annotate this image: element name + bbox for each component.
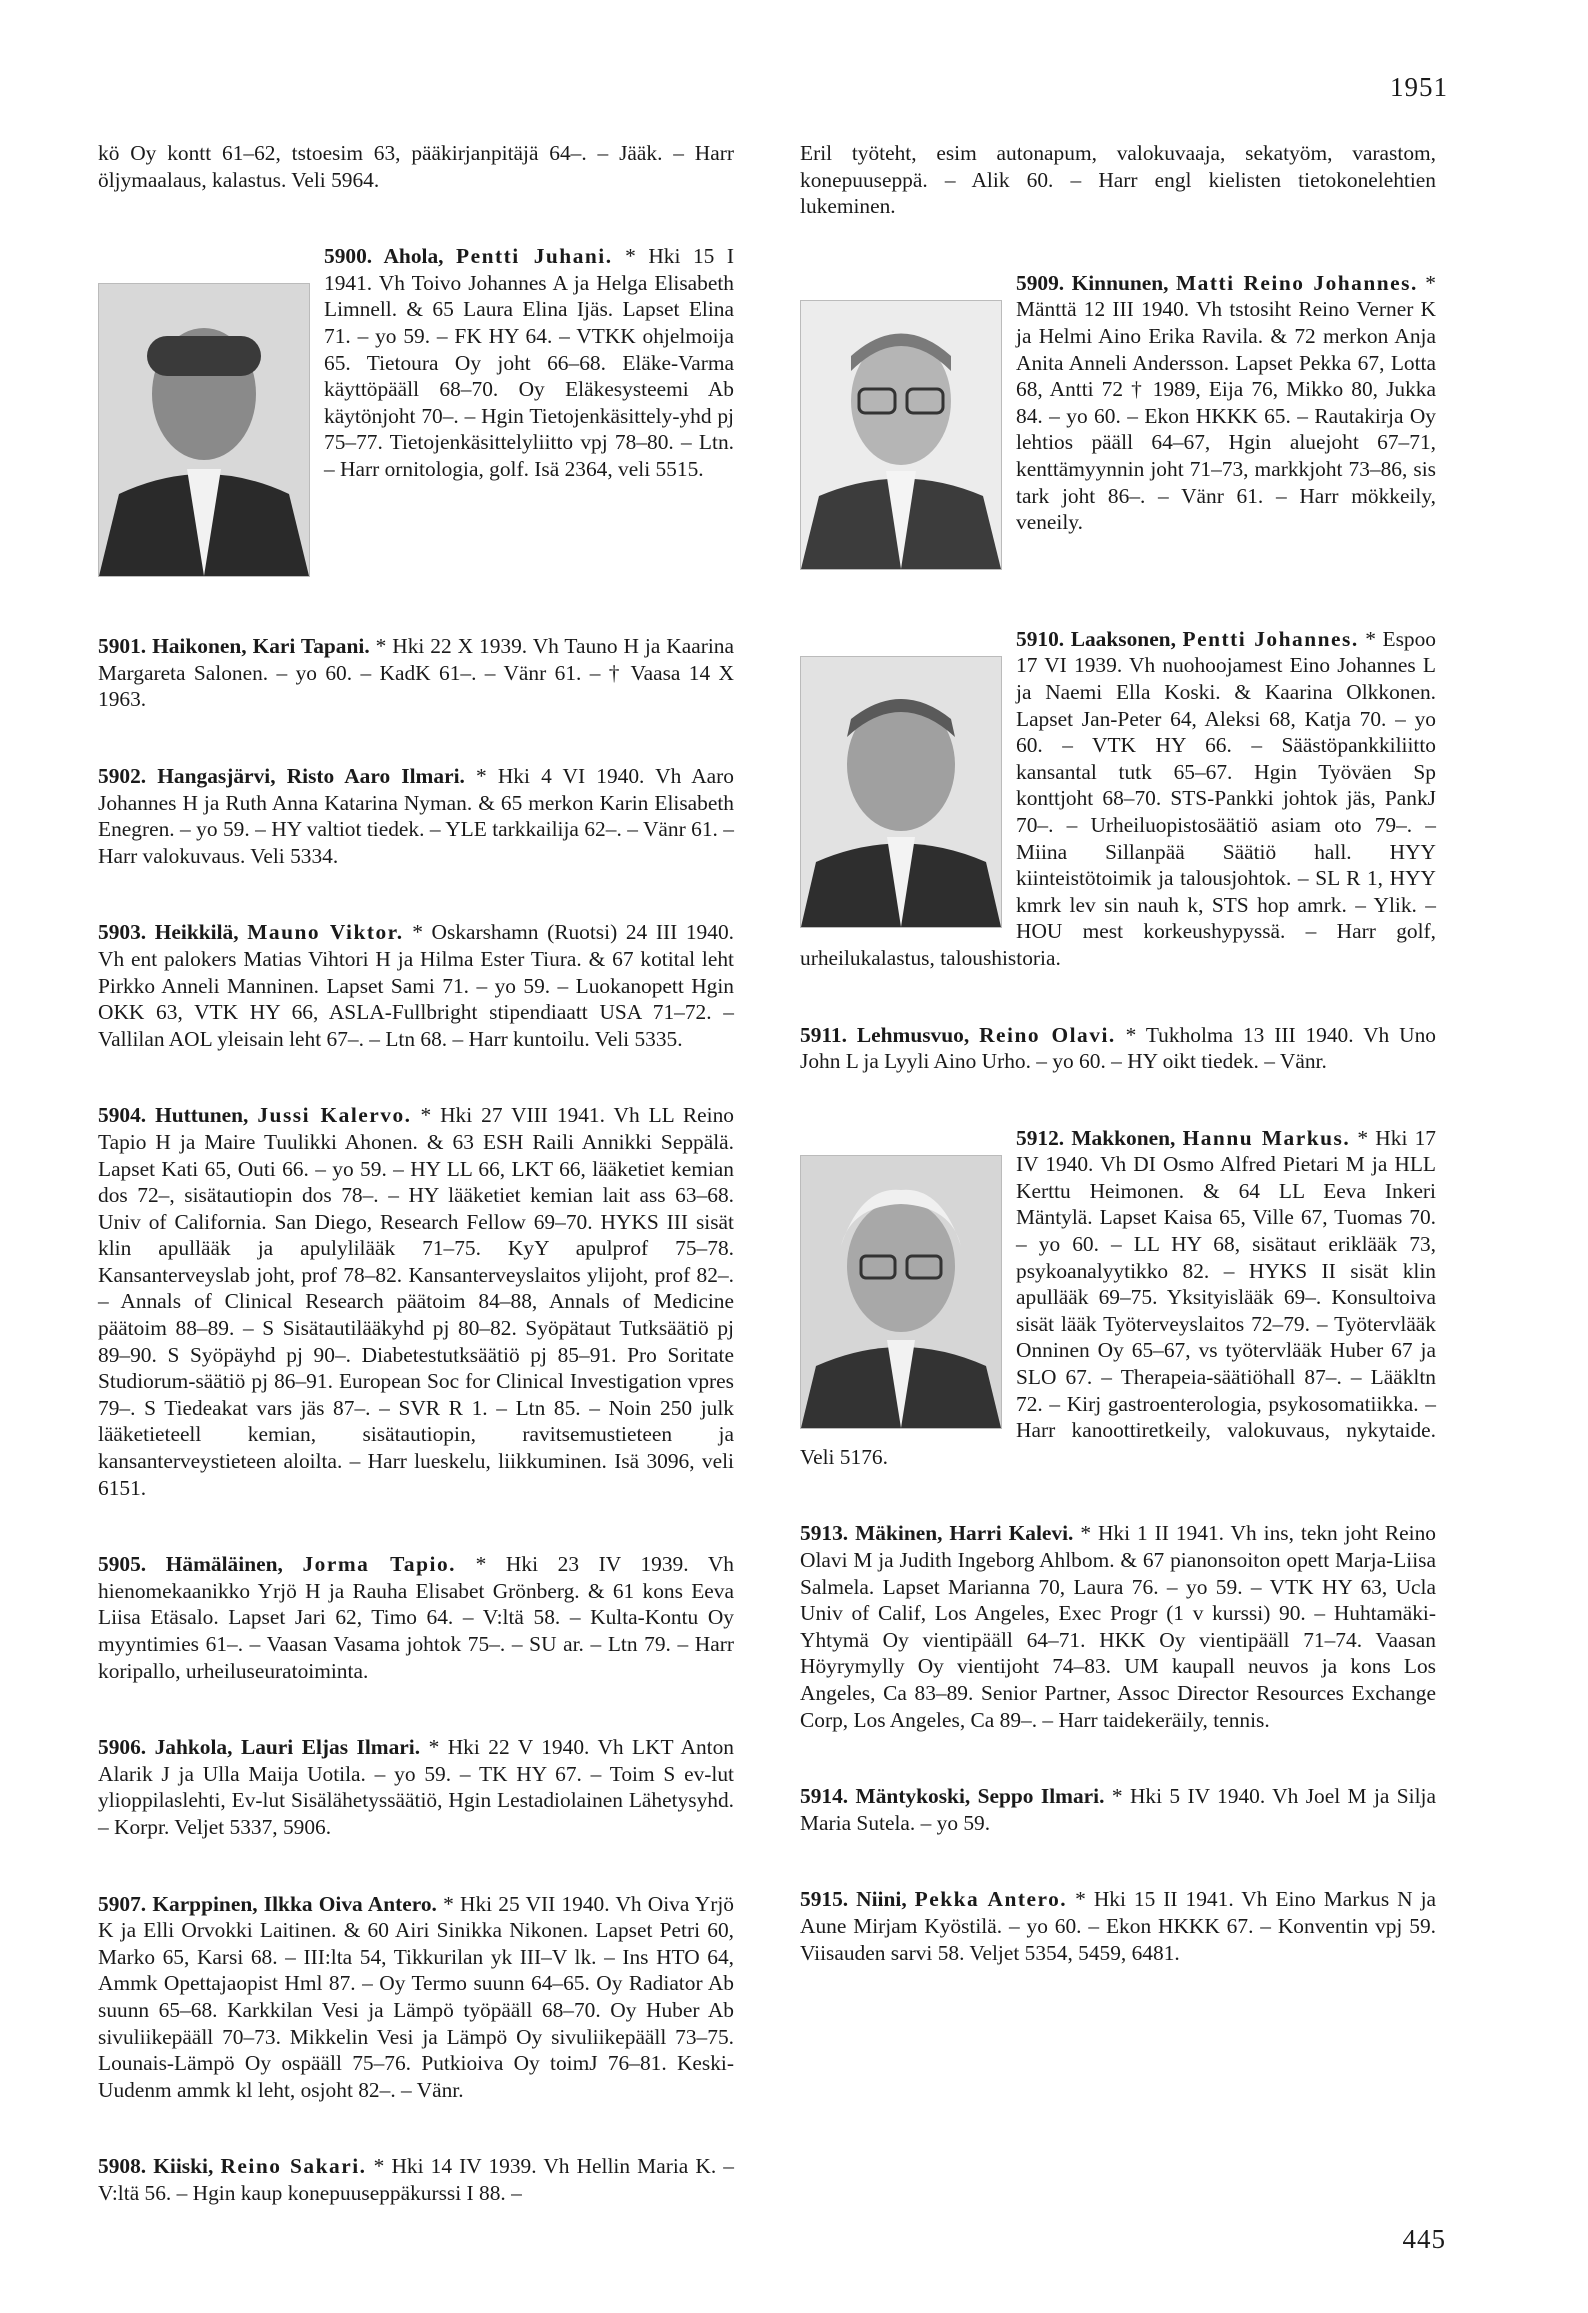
entry-number: 5903. [98, 920, 147, 945]
entry-given-names: Reino Olavi. [979, 1022, 1116, 1047]
continuation-text: kö Oy kontt 61–62, tstoesim 63, pääkirjanpitäjä 64–. – Jääk. – Harr öljymaalaus, kalastus. Veli 5964. [98, 141, 734, 192]
entry-given-names: Risto Aaro Ilmari. [286, 763, 465, 788]
entry-5901 [98, 633, 734, 713]
portrait-photo [98, 283, 310, 577]
entry-body: * Espoo 17 VI 1939. Vh nuohoojamest Eino Johannes L ja Naemi Ella Koski. & Kaarina Olkkonen. Lapset Jan-Peter 64, Aleksi 68, Katja 70. – yo 60. – VTK HY 66. – Säästöpankkiliitto kansantal tutk 65–67. Hgin Työväen Sp konttjoht 68–70. STS-Pankki johtok jäs, PankJ 70–. – Urheiluopistosäätiö asiam oto 79–. – Miina Sillanpää Säätiö hall. HYY kiinteistötoimik ja talousjohtok. – SL R 1, HYY kmrk lev sin nauh k, STS hop amrk. – Ylik. – HOU mest korkeushypyssä. – Harr golf, urheilukalastus, taloushistoria. [800, 626, 1436, 970]
continuation-text: Eril työteht, esim autonapum, valokuvaaja, sekatyöm, varastom, konepuuseppä. – Alik 60. – Harr engl kielisten tietokonelehtien lukeminen. [800, 141, 1436, 219]
entry-body: * Hki 14 IV 1939. Vh Hellin Maria K. – V:ltä 56. – Hgin kaup konepuuseppäkurssi I 88. – [98, 2154, 734, 2205]
portrait-photo [800, 300, 1002, 570]
entry-5907 [98, 1891, 734, 2104]
portrait-photo [800, 1155, 1002, 1429]
entry-surname: Kinnunen, [1071, 270, 1169, 295]
entry-5911 [800, 1022, 1436, 1075]
entry-given-names: Seppo Ilmari. [977, 1784, 1105, 1809]
entry-surname: Mäkinen, [855, 1521, 943, 1546]
entry-surname: Karppinen, [152, 1891, 258, 1916]
entry-surname: Mäntykoski, [855, 1784, 971, 1809]
entry-number: 5901. [98, 634, 147, 659]
entry-number: 5914. [800, 1784, 849, 1809]
entry-body: * Hki 17 IV 1940. Vh DI Osmo Alfred Pietari M ja HLL Kerttu Heimonen. & 64 LL Eeva Inkeri Mäntylä. Lapset Kaisa 65, Ville 67, Tuomas 70. – yo 60. – LL HY 68, sisätaut eriklääk 73, psykoanalyytikko 82. – HYKS II sisät klin apullääk 69–75. Yksityislääk 69–. Konsultoiva sisät lääk Työterveyslaitos 72–79. – Työtervlääk Onninen Oy 65–67, vs työtervlääk Huber 67 ja SLO 67. – Therapeia-säätiöhall 87–. – Lääkltn 72. – Kirj gastroenterologia, psykosomatiikka. – Harr kanoottiretkeily, valokuvaus, nykytaide. Veli 5176. [800, 1125, 1436, 1469]
left-column [98, 140, 734, 2207]
entry-number: 5913. [800, 1521, 849, 1546]
entry-body: * Hki 1 II 1941. Vh ins, tekn joht Reino Olavi M ja Judith Ingeborg Ahlbom. & 67 pianonsoiton opett Marja-Liisa Salmela. Lapset Marianna 70, Laura 76. – yo 59. – VTK HY 63, Ucla Univ of Calif, Los Angeles, Exec Progr (1 v kurssi) 90. – Huhtamäki-Yhtymä Oy vientipääll 64–71. HKK Oy vientipääll 71–74. Vaasan Höyrymylly Oy vientijoht 74–83. UM kaupall neuvos ja kons Los Angeles, Ca 83–89. Senior Partner, Assoc Director Resources Exchange Corp, Los Angeles, Ca 89–. – Harr taidekeräily, tennis. [800, 1521, 1436, 1732]
entry-given-names: Ilkka Oiva Antero. [263, 1891, 437, 1916]
entry-given-names: Jorma Tapio. [302, 1552, 456, 1577]
entry-given-names: Jussi Kalervo. [257, 1103, 412, 1128]
entry-surname: Laaksonen, [1070, 626, 1176, 651]
entry-5903 [98, 919, 734, 1052]
entry-given-names: Pentti Juhani. [456, 244, 613, 269]
entry-number: 5912. [1016, 1125, 1065, 1150]
entry-number: 5904. [98, 1103, 147, 1128]
entry-body: * Hki 15 I 1941. Vh Toivo Johannes A ja Helga Elisabeth Limnell. & 65 Laura Elina Ijäs. Lapset Elina 71. – yo 59. – FK HY 64. – VTKK ohjelmoija 65. Tietoura Oy joht 66–68. Eläke-Varma käyttöpääll 68–70. Oy Eläkesysteemi Ab käytönjoht 70–. – Hgin Tietojenkäsittely-yhd pj 75–77. Tietojenkäsittelyliitto vpj 78–80. – Ltn. – Harr ornitologia, golf. Isä 2364, veli 5515. [324, 244, 734, 481]
entry-number: 5915. [800, 1887, 849, 1912]
entry-5904 [98, 1102, 734, 1501]
entry-given-names: Kari Tapani. [252, 634, 370, 659]
entry-surname: Lehmusvuo, [856, 1022, 970, 1047]
entry-given-names: Reino Sakari. [220, 2154, 367, 2179]
entry-given-names: Hannu Markus. [1182, 1125, 1351, 1150]
portrait-photo [800, 656, 1002, 928]
entry-surname: Hämäläinen, [165, 1552, 283, 1577]
entry-5908 [98, 2153, 734, 2206]
entry-surname: Jahkola, [154, 1735, 233, 1760]
entry-number: 5911. [800, 1022, 847, 1047]
entry-number: 5902. [98, 763, 147, 788]
entry-given-names: Mauno Viktor. [247, 920, 404, 945]
entry-surname: Makkonen, [1071, 1125, 1176, 1150]
entry-given-names: Pekka Antero. [914, 1887, 1068, 1912]
entry-body: * Hki 4 VI 1940. Vh Aaro Johannes H ja Ruth Anna Katarina Nyman. & 65 merkon Karin Elisabeth Enegren. – yo 59. – HY valtiot tiedek. – YLE tarkkailija 62–. – Vänr 61. – Harr valokuvaus. Veli 5334. [98, 763, 735, 868]
entry-given-names: Harri Kalevi. [949, 1521, 1074, 1546]
entry-surname: Niini, [856, 1887, 907, 1912]
entry-5914 [800, 1783, 1436, 1836]
entry-number: 5909. [1016, 270, 1065, 295]
entry-5910 [800, 626, 1436, 972]
entry-body: * Hki 25 VII 1940. Vh Oiva Yrjö K ja Elli Orvokki Laitinen. & 60 Airi Sinikka Nikonen. Lapset Petri 60, Marko 65, Karsi 68. – III:lta 54, Tikkurilan yk III–V lk. – Ins HTO 64, Ammk Opettajaopist Hml 87. – Oy Termo suunn 64–65. Oy Radiator Ab suunn 65–68. Karkkilan Vesi ja Lämpö työpääll 68–70. Oy Huber Ab sivuliikepääll 70–73. Mikkelin Vesi ja Lämpö Oy sivuliikepääll 73–75. Lounais-Lämpö Oy ospääll 75–76. Putkioiva Oy toimJ 76–81. Keski-Uudenm ammk kl leht, osjoht 82–. – Vänr. [98, 1891, 734, 2102]
entry-body: * Hki 22 X 1939. Vh Tauno H ja Kaarina Margareta Salonen. – yo 60. – KadK 61–. – Vänr 61. – † Vaasa 14 X 1963. [98, 634, 734, 712]
entry-5905 [98, 1551, 734, 1684]
entry-number: 5908. [98, 2154, 147, 2179]
entry-body: * Hki 27 VIII 1941. Vh LL Reino Tapio H ja Maire Tuulikki Ahonen. & 63 ESH Raili Annikki Seppälä. Lapset Kati 65, Outi 66. – yo 59. – HY LL 66, LKT 66, lääketiet kemian dos 72–, sisätautiopin dos 78–. – HY lääketiet kemian lait ass 63–68. Univ of California. San Diego, Research Fellow 69–70. HYKS III sisät klin apullääk ja apulylilääk 71–75. KyY apulprof 75–78. Kansanterveyslab joht, prof 78–82. Kansanterveyslaitos ylijoht, prof 82–. – Annals of Clinical Research päätoim 84–88, Annals of Medicine päätoim 88–89. – S Sisätautilääkyhd pj 80–82. Syöpätaut Tutksäätiö pj 89–90. S Syöpäyhd pj 90–. Diabetestutksäätiö pj 85–91. Pro Soritate Studiorum-säätiö pj 86–91. European Soc for Clinical Investigation vpres 79–. S Tiedeakat vars jäs 87–. – SVR R 1. – Ltn 85. – Noin 250 julk lääketieteell kemian, sisätautiopin, ravitsemustieteen ja kansanterveystieteen aloilta. – Harr lueskelu, liikkuminen. Isä 3096, veli 6151. [98, 1103, 734, 1500]
entry-surname: Haikonen, [152, 634, 247, 659]
entry-body: * Hki 22 V 1940. Vh LKT Anton Alarik J ja Ulla Maija Uotila. – yo 59. – TK HY 67. – Toim S ev-lut ylioppilaslehti, Ev-lut Sisälähetyssäätiö, Hgin Lestadiolainen Lähetysyhd. – Korpr. Veljet 5337, 5906. [98, 1735, 734, 1839]
page-number-footer: 445 [1402, 2224, 1446, 2254]
entry-body: * Hki 15 II 1941. Vh Eino Markus N ja Aune Mirjam Kyöstilä. – yo 60. – Ekon HKKK 67. – Konventin vpj 59. Viisauden sarvi 58. Veljet 5354, 5459, 6481. [800, 1887, 1437, 1965]
entry-5912 [800, 1125, 1436, 1471]
entry-number: 5910. [1016, 626, 1065, 651]
entry-5915 [800, 1886, 1436, 1966]
entry-5902 [98, 763, 734, 869]
entry-given-names: Lauri Eljas Ilmari. [240, 1735, 421, 1760]
entry-given-names: Matti Reino Johannes. [1175, 270, 1418, 295]
entry-5906 [98, 1734, 734, 1840]
entry-number: 5900. [324, 244, 373, 269]
entry-body: * Hki 5 IV 1940. Vh Joel M ja Silja Maria Sutela. – yo 59. [800, 1784, 1436, 1835]
entry-5900 [98, 243, 734, 583]
entry-body: * Tukholma 13 III 1940. Vh Uno John L ja Lyyli Aino Urho. – yo 60. – HY oikt tiedek. – Vänr. [800, 1022, 1436, 1074]
entry-number: 5906. [98, 1735, 147, 1760]
entry-surname: Kiiski, [153, 2154, 214, 2179]
entry-5909 [800, 270, 1436, 576]
entry-5913 [800, 1520, 1436, 1733]
entry-body: * Mänttä 12 III 1940. Vh tstosiht Reino Verner K ja Helmi Aino Erika Ravila. & 72 merkon Anja Anita Anneli Andersson. Lapset Pekka 67, Lotta 68, Antti 72 † 1989, Eija 76, Mikko 80, Jukka 84. – yo 60. – Ekon HKKK 65. – Rautakirja Oy lehtios pääll 64–67, Hgin aluejoht 67–71, kenttämyynnin joht 71–73, markkjoht 73–86, sis tark joht 86–. – Vänr 61. – Harr mökkeily, veneily. [1016, 270, 1436, 535]
entry-surname: Heikkilä, [154, 920, 239, 945]
right-column [800, 140, 1436, 1966]
entry-body: * Oskarshamn (Ruotsi) 24 III 1940. Vh ent palokers Matias Vihtori H ja Hilma Ester Tiura. & 67 kotital leht Pirkko Anneli Manninen. Lapset Sami 71. – yo 59. – Luokanopett Hgin OKK 63, VTK HY 66, ASLA-Fullbright stipendiaatt USA 71–72. – Vallilan AOL yleisain leht 67–. – Ltn 68. – Harr kuntoilu. Veli 5335. [98, 920, 734, 1051]
entry-number: 5905. [98, 1552, 147, 1577]
entry-surname: Ahola, [383, 244, 444, 269]
entry-surname: Huttunen, [155, 1103, 249, 1128]
entry-surname: Hangasjärvi, [157, 763, 276, 788]
entry-number: 5907. [98, 1891, 147, 1916]
entry-body: * Hki 23 IV 1939. Vh hienomekaanikko Yrjö H ja Rauha Elisabet Grönberg. & 61 kons Eeva Liisa Etäsalo. Lapset Jari 62, Timo 64. – V:ltä 58. – Kulta-Kontu Oy myyntimies 61–. – Vaasan Vasama johtok 75–. – SU ar. – Ltn 79. – Harr koripallo, urheiluseuratoiminta. [98, 1552, 734, 1683]
page-year-header: 1951 [1390, 72, 1448, 102]
entry-given-names: Pentti Johannes. [1182, 626, 1359, 651]
